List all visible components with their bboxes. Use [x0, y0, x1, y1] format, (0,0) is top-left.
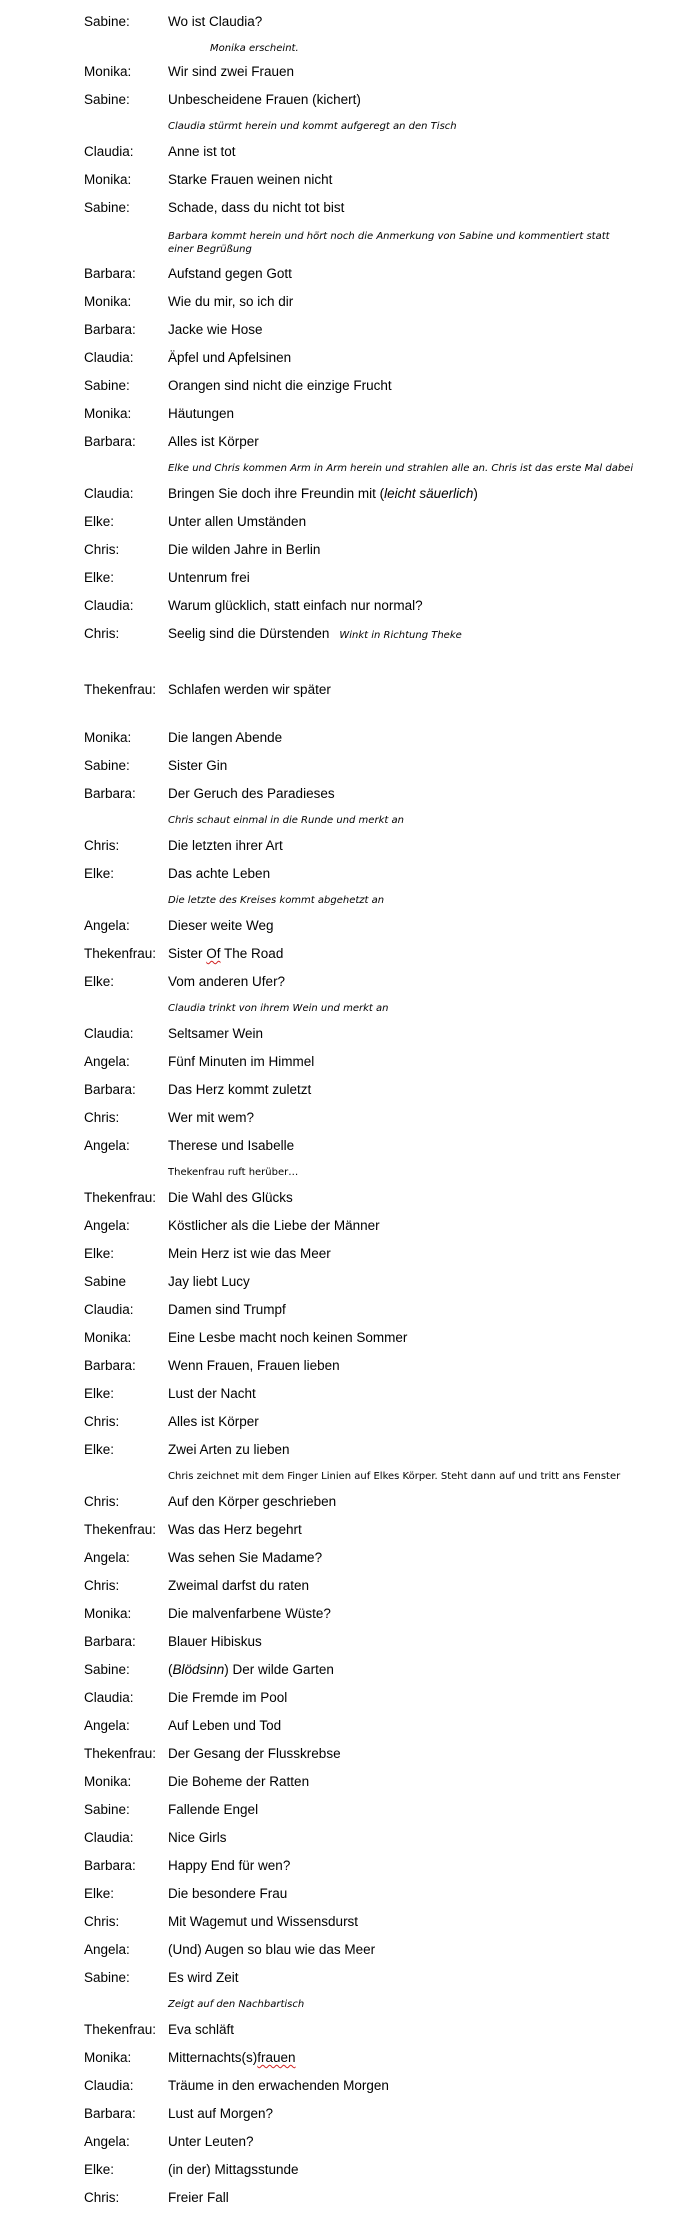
dialogue-text-after: ) — [473, 486, 478, 501]
speaker-name: Barbara: — [84, 1634, 136, 1649]
stage-direction-text: Elke und Chris kommen Arm in Arm herein und strahlen alle an. Chris ist das erste Mal dabei — [168, 463, 634, 474]
dialogue-text — [168, 1082, 311, 1098]
dialogue-text-main: Was das Herz begehrt — [168, 1522, 302, 1537]
dialogue-text-main: Sister — [168, 946, 207, 961]
speaker-name: Angela: — [84, 1942, 130, 1957]
dialogue-text-main: Freier Fall — [168, 2190, 229, 2205]
dialogue-text-main: Die malvenfarbene Wüste? — [168, 1606, 331, 1621]
speaker-name: Barbara: — [84, 2106, 136, 2121]
speaker-name: Claudia: — [84, 1302, 134, 1317]
dialogue-text-main: Die letzten ihrer Art — [168, 838, 283, 853]
speaker-name: Chris: — [84, 2190, 120, 2205]
speaker-name: Claudia: — [84, 1830, 134, 1845]
stage-direction-text: Barbara kommt herein und hört noch die Anmerkung von Sabine und kommentiert statt einer Begrüßung — [168, 231, 610, 255]
dialogue-text-main: Unter Leuten? — [168, 2134, 254, 2149]
dialogue-text — [168, 350, 291, 366]
dialogue-text — [168, 974, 285, 990]
speaker-name: Thekenfrau: — [84, 2022, 157, 2037]
dialogue-text-main: Wir sind zwei Frauen — [168, 64, 295, 79]
speaker-name: Elke: — [84, 866, 115, 881]
dialogue-text-main: Mitternachts(s) — [168, 2050, 258, 2065]
dialogue-text — [168, 786, 335, 802]
dialogue-text — [168, 1138, 294, 1154]
spellcheck-marked-word: Of — [206, 946, 221, 961]
speaker-name: Angela: — [84, 1218, 130, 1233]
speaker-name: Angela: — [84, 1718, 130, 1733]
speaker-name: Chris: — [84, 542, 120, 557]
stage-direction-text: Zeigt auf den Nachbartisch — [168, 1999, 305, 2010]
stage-direction-text: Chris zeichnet mit dem Finger Linien auf Elkes Körper. Steht dann auf und tritt ans Fenster — [168, 1471, 621, 1482]
spellcheck-marked-word: frauen — [257, 2050, 296, 2065]
speaker-name: Elke: — [84, 1886, 115, 1901]
dialogue-text — [168, 294, 293, 310]
dialogue-text-main: Alles ist Körper — [168, 1414, 259, 1429]
speaker-name: Claudia: — [84, 350, 134, 365]
dialogue-text — [168, 1662, 334, 1678]
dialogue-text-main: Die Wahl des Glücks — [168, 1190, 293, 1205]
dialogue-text — [168, 1914, 358, 1930]
stage-direction-text: Die letzte des Kreises kommt abgehetzt an — [168, 895, 385, 906]
dialogue-text — [168, 598, 423, 614]
speaker-name: Sabine: — [84, 200, 130, 215]
speaker-name: Elke: — [84, 974, 115, 989]
speaker-name: Sabine: — [84, 1802, 130, 1817]
speaker-name: Sabine: — [84, 1970, 130, 1985]
speaker-name: Chris: — [84, 1110, 120, 1125]
dialogue-text — [168, 866, 270, 882]
dialogue-text-main: Der Gesang der Flusskrebse — [168, 1746, 341, 1761]
stage-direction-text: Chris schaut einmal in die Runde und merkt an — [168, 815, 404, 826]
speaker-name: Monika: — [84, 406, 132, 421]
dialogue-text-main: Das achte Leben — [168, 866, 271, 881]
speaker-name: Barbara: — [84, 786, 136, 801]
dialogue-text — [168, 2134, 254, 2150]
dialogue-text — [168, 1774, 309, 1790]
dialogue-text — [168, 172, 332, 188]
speaker-name: Thekenfrau: — [84, 1190, 157, 1205]
dialogue-text — [168, 1386, 256, 1402]
dialogue-text-main: Lust der Nacht — [168, 1386, 256, 1401]
dialogue-text — [168, 64, 294, 80]
dialogue-text — [168, 1690, 287, 1706]
dialogue-text — [168, 1054, 314, 1070]
speaker-name: Angela: — [84, 1054, 130, 1069]
speaker-name: Elke: — [84, 1442, 115, 1457]
dialogue-text-main: Bringen Sie doch ihre Freundin mit ( — [168, 486, 385, 501]
dialogue-text-main: Mit Wagemut und Wissensdurst — [168, 1914, 359, 1929]
dialogue-text — [168, 1578, 309, 1594]
speaker-name: Monika: — [84, 730, 132, 745]
dialogue-text — [168, 838, 283, 854]
dialogue-text-main: Eine Lesbe macht noch keinen Sommer — [168, 1330, 408, 1345]
dialogue-text-main: Äpfel und Apfelsinen — [168, 350, 292, 365]
speaker-name: Monika: — [84, 1606, 132, 1621]
dialogue-text-main: Seltsamer Wein — [168, 1026, 264, 1041]
dialogue-text-main: Wo ist Claudia? — [168, 14, 263, 29]
dialogue-text-main: Was sehen Sie Madame? — [168, 1550, 323, 1565]
dialogue-text-main: Starke Frauen weinen nicht — [168, 172, 333, 187]
dialogue-text-main: Unter allen Umständen — [168, 514, 307, 529]
dialogue-text-main: Das Herz kommt zuletzt — [168, 1082, 312, 1097]
dialogue-text-main: (in der) Mittagsstunde — [168, 2162, 299, 2177]
dialogue-text-main: Anne ist tot — [168, 144, 236, 159]
speaker-name: Elke: — [84, 570, 115, 585]
dialogue-text — [168, 92, 361, 108]
speaker-name: Monika: — [84, 1330, 132, 1345]
dialogue-text-main: Fünf Minuten im Himmel — [168, 1054, 315, 1069]
dialogue-text — [168, 570, 250, 586]
speaker-name: Barbara: — [84, 1082, 136, 1097]
speaker-name: Elke: — [84, 514, 115, 529]
dialogue-text-main: Schlafen werden wir später — [168, 682, 331, 697]
speaker-name: Barbara: — [84, 434, 136, 449]
dialogue-text-main: Die Boheme der Ratten — [168, 1774, 310, 1789]
dialogue-text — [168, 2050, 296, 2066]
speaker-name: Claudia: — [84, 144, 134, 159]
speaker-name: Chris: — [84, 1914, 120, 1929]
speaker-name: Barbara: — [84, 1358, 136, 1373]
speaker-name: Elke: — [84, 1246, 115, 1261]
speaker-name: Monika: — [84, 294, 132, 309]
dialogue-text — [168, 1494, 336, 1510]
dialogue-text — [168, 682, 331, 698]
dialogue-text — [168, 434, 259, 450]
dialogue-text-main: Schade, dass du nicht tot bist — [168, 200, 345, 215]
dialogue-text — [168, 626, 462, 644]
speaker-name: Angela: — [84, 1138, 130, 1153]
dialogue-text — [168, 1718, 281, 1734]
dialogue-text — [168, 758, 227, 774]
speaker-name: Claudia: — [84, 486, 134, 501]
dialogue-text-main: Zwei Arten zu lieben — [168, 1442, 290, 1457]
speaker-name: Thekenfrau: — [84, 682, 157, 697]
dialogue-text-main: Sister Gin — [168, 758, 228, 773]
dialogue-text-italic: leicht säuerlich — [384, 486, 474, 501]
dialogue-text — [168, 730, 282, 746]
stage-direction-text: Monika erscheint. — [210, 43, 299, 54]
dialogue-text — [168, 14, 262, 30]
dialogue-text-main: Träume in den erwachenden Morgen — [168, 2078, 389, 2093]
dialogue-text — [168, 1110, 254, 1126]
dialogue-text — [168, 1746, 341, 1762]
dialogue-text — [168, 1442, 290, 1458]
dialogue-text — [168, 2106, 273, 2122]
dialogue-text-main: Die Fremde im Pool — [168, 1690, 288, 1705]
speaker-name: Elke: — [84, 2162, 115, 2177]
dialogue-text-main: Lust auf Morgen? — [168, 2106, 274, 2121]
dialogue-text — [168, 322, 263, 338]
dialogue-text — [168, 514, 306, 530]
dialogue-text-main: Untenrum frei — [168, 570, 250, 585]
dialogue-text — [168, 266, 292, 282]
speaker-name: Angela: — [84, 918, 130, 933]
speaker-name: Chris: — [84, 1494, 120, 1509]
dialogue-text — [168, 378, 392, 394]
speaker-name: Monika: — [84, 172, 132, 187]
dialogue-text-main: Dieser weite Weg — [168, 918, 274, 933]
dialogue-text-main: Alles ist Körper — [168, 434, 259, 449]
speaker-name: Chris: — [84, 1578, 120, 1593]
dialogue-text — [168, 486, 478, 502]
dialogue-text — [168, 1886, 287, 1902]
dialogue-text-main: Orangen sind nicht die einzige Frucht — [168, 378, 392, 393]
dialogue-text-main: Der Geruch des Paradieses — [168, 786, 335, 801]
dialogue-text — [168, 946, 283, 962]
dialogue-text-main: Die langen Abende — [168, 730, 283, 745]
dialogue-text — [168, 1330, 407, 1346]
dialogue-text-main: Unbescheidene Frauen (kichert) — [168, 92, 361, 107]
speaker-name: Claudia: — [84, 2078, 134, 2093]
speaker-name: Claudia: — [84, 1690, 134, 1705]
dialogue-text — [168, 1026, 263, 1042]
speaker-name: Sabine: — [84, 758, 130, 773]
dialogue-text — [168, 200, 344, 216]
dialogue-text-main: Auf Leben und Tod — [168, 1718, 282, 1733]
speaker-name: Sabine: — [84, 14, 130, 29]
speaker-name: Barbara: — [84, 1858, 136, 1873]
dialogue-text — [168, 1942, 375, 1958]
speaker-name: Chris: — [84, 838, 120, 853]
dialogue-text-main: Wer mit wem? — [168, 1110, 255, 1125]
speaker-name: Claudia: — [84, 1026, 134, 1041]
dialogue-text — [168, 542, 320, 558]
dialogue-text-main: Therese und Isabelle — [168, 1138, 295, 1153]
dialogue-text — [168, 144, 236, 160]
dialogue-text-main: ( — [168, 1662, 173, 1677]
stage-direction-text: Thekenfrau ruft herüber… — [168, 1167, 299, 1178]
speaker-name: Sabine: — [84, 92, 130, 107]
dialogue-text-main: Wenn Frauen, Frauen lieben — [168, 1358, 340, 1373]
dialogue-text-main: Damen sind Trumpf — [168, 1302, 286, 1317]
dialogue-text-main: Warum glücklich, statt einfach nur normal? — [168, 598, 423, 613]
dialogue-text-main: Häutungen — [168, 406, 235, 421]
speaker-name: Thekenfrau: — [84, 1746, 157, 1761]
dialogue-text-main: Mein Herz ist wie das Meer — [168, 1246, 331, 1261]
dialogue-text — [168, 918, 274, 934]
dialogue-text-main: Eva schläft — [168, 2022, 235, 2037]
dialogue-text — [168, 406, 234, 422]
speaker-name: Angela: — [84, 2134, 130, 2149]
dialogue-text — [168, 1522, 302, 1538]
dialogue-text — [168, 1358, 340, 1374]
stage-direction-text: Claudia trinkt von ihrem Wein und merkt an — [168, 1003, 389, 1014]
dialogue-text — [168, 1246, 331, 1262]
speaker-name: Monika: — [84, 2050, 132, 2065]
dialogue-text-main: Aufstand gegen Gott — [168, 266, 292, 281]
speaker-name: Monika: — [84, 64, 132, 79]
dialogue-text — [168, 1634, 262, 1650]
inline-stage-direction: Winkt in Richtung Theke — [339, 630, 462, 641]
dialogue-text — [168, 1970, 239, 1986]
dialogue-text — [168, 2162, 299, 2178]
dialogue-text-main: Vom anderen Ufer? — [168, 974, 286, 989]
dialogue-text-main: Nice Girls — [168, 1830, 227, 1845]
dialogue-text-after: The Road — [220, 946, 284, 961]
speaker-name: Angela: — [84, 1550, 130, 1565]
speaker-name: Sabine — [84, 1274, 127, 1289]
dialogue-text — [168, 1606, 331, 1622]
speaker-name: Claudia: — [84, 598, 134, 613]
dialogue-text — [168, 1218, 380, 1234]
speaker-name: Thekenfrau: — [84, 1522, 157, 1537]
dialogue-text-main: Wie du mir, so ich dir — [168, 294, 294, 309]
dialogue-text-main: (Und) Augen so blau wie das Meer — [168, 1942, 376, 1957]
dialogue-text-main: Die wilden Jahre in Berlin — [168, 542, 321, 557]
dialogue-text-main: Köstlicher als die Liebe der Männer — [168, 1218, 380, 1233]
dialogue-text-main: Die besondere Frau — [168, 1886, 288, 1901]
speaker-name: Thekenfrau: — [84, 946, 157, 961]
dialogue-text-main: Fallende Engel — [168, 1802, 259, 1817]
dialogue-text — [168, 2078, 389, 2094]
dialogue-text — [168, 1802, 258, 1818]
dialogue-text-main: Happy End für wen? — [168, 1858, 291, 1873]
dialogue-text — [168, 1190, 293, 1206]
dialogue-text — [168, 1830, 227, 1846]
speaker-name: Sabine: — [84, 378, 130, 393]
dialogue-text-main: Auf den Körper geschrieben — [168, 1494, 337, 1509]
speaker-name: Barbara: — [84, 322, 136, 337]
dialogue-text — [168, 1302, 286, 1318]
dialogue-text — [168, 2022, 234, 2038]
dialogue-text-main: Zweimal darfst du raten — [168, 1578, 310, 1593]
dialogue-text — [168, 2190, 229, 2206]
dialogue-text — [168, 1858, 290, 1874]
speaker-name: Chris: — [84, 1414, 120, 1429]
stage-direction-text: Claudia stürmt herein und kommt aufgeregt an den Tisch — [168, 121, 457, 132]
dialogue-text-main: Blauer Hibiskus — [168, 1634, 262, 1649]
dialogue-text-main: Jacke wie Hose — [168, 322, 263, 337]
dialogue-text-main: Jay liebt Lucy — [168, 1274, 250, 1289]
dialogue-text-after: ) Der wilde Garten — [224, 1662, 334, 1677]
dialogue-text — [168, 1274, 250, 1290]
dialogue-text — [168, 1550, 322, 1566]
speaker-name: Barbara: — [84, 266, 136, 281]
dialogue-text-main: Seelig sind die Dürstenden — [168, 626, 330, 641]
dialogue-text — [168, 1414, 259, 1430]
speaker-name: Monika: — [84, 1774, 132, 1789]
dialogue-text-italic: Blödsinn — [172, 1662, 225, 1677]
speaker-name: Chris: — [84, 626, 120, 641]
speaker-name: Sabine: — [84, 1662, 130, 1677]
dialogue-text-main: Es wird Zeit — [168, 1970, 239, 1985]
speaker-name: Elke: — [84, 1386, 115, 1401]
